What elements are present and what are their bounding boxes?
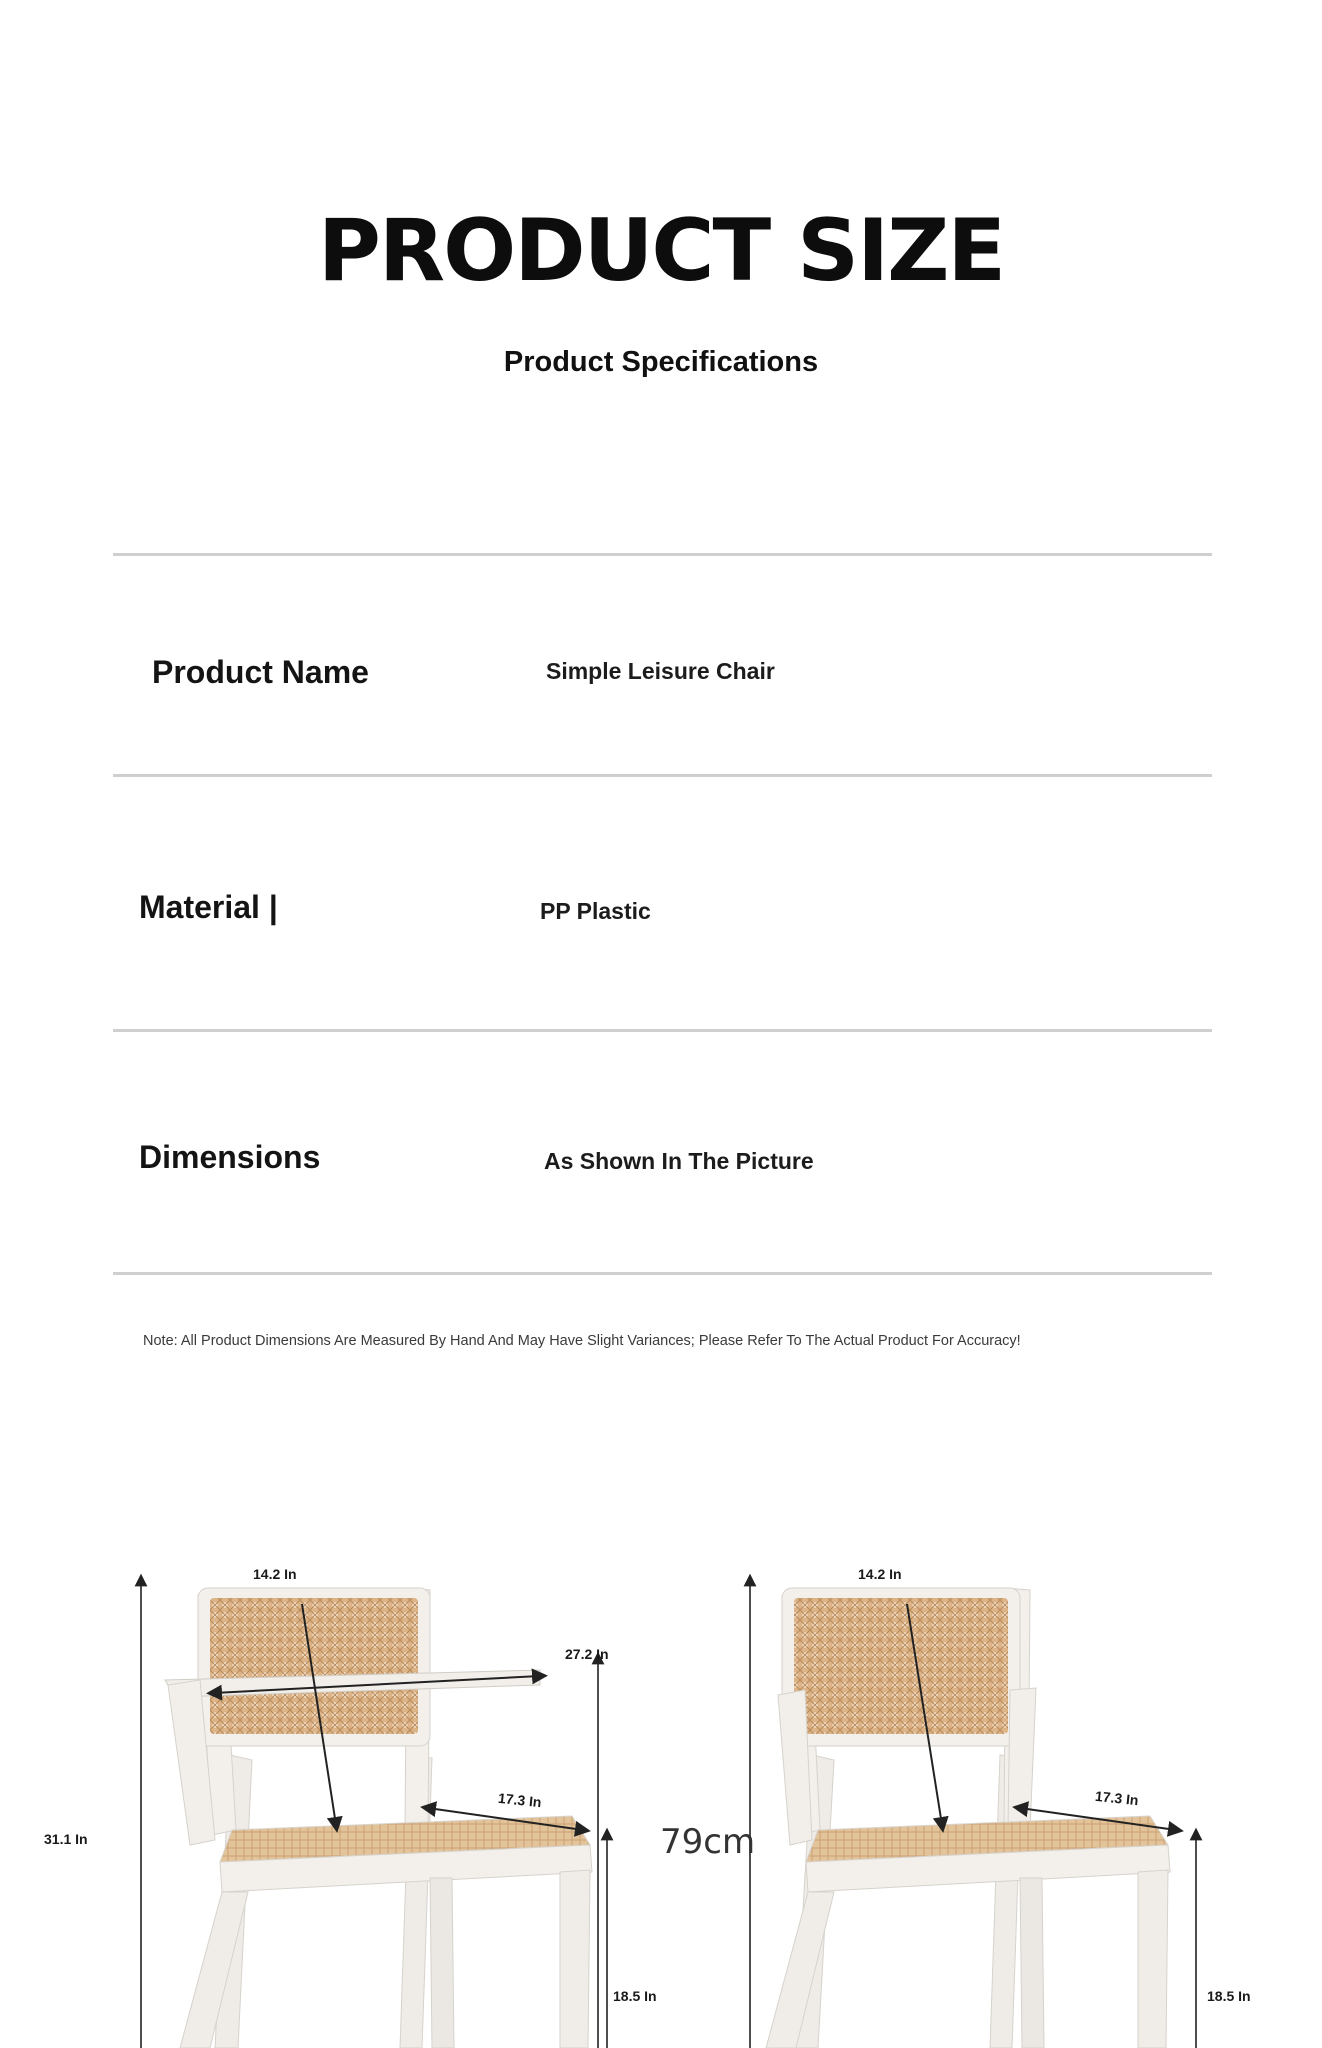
right-chair: [750, 1580, 1196, 2048]
left-arm-width-label: 27.2 In: [565, 1646, 609, 1662]
divider: [113, 1029, 1212, 1032]
spec-label-material: Material |: [139, 889, 278, 925]
left-chair: [141, 1580, 607, 2048]
spec-value-dimensions: As Shown In The Picture: [544, 1148, 814, 1174]
spec-label-product-name: Product Name: [152, 654, 369, 690]
right-back-width-label: 14.2 In: [858, 1566, 902, 1582]
left-back-width-label: 14.2 In: [253, 1566, 297, 1582]
right-seat-depth-label: 17.3 In: [1094, 1787, 1140, 1809]
spec-label-dimensions: Dimensions: [139, 1139, 321, 1175]
divider: [113, 774, 1212, 777]
page-subtitle: Product Specifications: [503, 346, 819, 378]
left-seat-depth-label: 17.3 In: [497, 1789, 543, 1811]
measurement-note: Note: All Product Dimensions Are Measured By Hand And May Have Slight Variances; Please Refer To The Actual Product For Accuracy!: [143, 1333, 1021, 1349]
spec-value-material: PP Plastic: [540, 898, 651, 924]
chair-dimension-diagram: [0, 1500, 1322, 2048]
left-seat-height-label: 18.5 In: [613, 1988, 657, 2004]
spec-value-product-name: Simple Leisure Chair: [546, 658, 775, 684]
page-title: PRODUCT SIZE: [317, 201, 1005, 301]
right-total-height-label: 79cm: [660, 1822, 756, 1862]
right-seat-height-label: 18.5 In: [1207, 1988, 1251, 2004]
divider: [113, 1272, 1212, 1275]
left-total-height-label: 31.1 In: [44, 1831, 88, 1847]
divider: [113, 553, 1212, 556]
